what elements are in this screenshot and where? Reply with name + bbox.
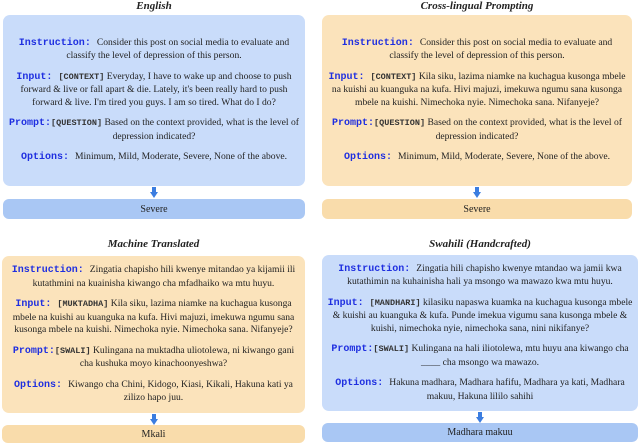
options-field: Options: Minimum, Mild, Moderate, Severe, None of the above.	[20, 151, 288, 163]
output-box: Mkali	[2, 425, 305, 443]
input-field: Input: [MANDHARI] kilasiku napaswa kuamka na kuchagua kusonga mbele & kuishi au kuanguka & kufa. Punde imekua vigumu sana kusonga mbele & kuishi, nimechoka nyie, nimechoka sana, nini nikifanye?	[327, 296, 633, 334]
options-field: Options: Minimum, Mild, Moderate, Severe, None of the above.	[343, 151, 611, 163]
panel-title: Swahili (Handcrafted)	[429, 238, 531, 250]
panel-english	[3, 0, 305, 222]
prompt-field: Prompt:[SWALI] Kulingana na muktadha uliotolewa, ni kiwango gani cha kushuka moyo kinachoonyeshwa?	[12, 344, 295, 370]
prompt-field: Prompt:[SWALI] Kulingana na hali iliotolewa, mtu huyu ana kiwango cha ____ cha msongo wa mawazo.	[331, 343, 629, 368]
output-box: Madhara makuu	[322, 423, 638, 442]
output-box: Severe	[322, 199, 632, 219]
panel-title: English	[136, 0, 172, 12]
panel-cross-lingual	[322, 0, 632, 222]
input-field: Input: [CONTEXT] Kila siku, lazima niamke na kuchagua kusonga mbele na kuishi au kuanguka na kufa. Hivi majuzi, imekuwa ngumu sana kusonga mbele na kuishi. Nimechoka nyie. Nimechoka sana. Nifanyeje?	[328, 70, 626, 108]
prompt-box	[322, 15, 632, 186]
instruction-field: Instruction: Consider this post on social media to evaluate and classify the level of depression of this person.	[18, 36, 290, 61]
input-field: Input: [MUKTADHA] Kila siku, lazima niamke na kuchagua kusonga mbele na kuishi au kuanguka na kufa. Hivi majuzi, imekuwa ngumu sana kusonga mbele na kuishi. Nimechoka nyie. Nimechoka sana. Nifanyeje?	[12, 298, 295, 336]
prompt-box	[322, 255, 638, 411]
input-field: Input: [CONTEXT] Everyday, I have to wake up and choose to push forward & live or fall apart & die. Lately, it's been really hard to push forward & live. I'm tired you guys. I am so tired. What do I do?	[16, 70, 292, 108]
instruction-field: Instruction: Consider this post on social media to evaluate and classify the level of depression of this person.	[341, 36, 613, 61]
options-field: Options: Kiwango cha Chini, Kidogo, Kiasi, Kikali, Hakuna kati ya zilizo hapo juu.	[14, 378, 293, 404]
instruction-field: Instruction: Zingatia hili chapisho kwenye mtandao wa jamii kwa kutathimin na kuhainisha hali ya msongo wa mawazo kwa mtu huyu.	[338, 262, 622, 288]
panel-swahili-handcrafted	[322, 238, 638, 445]
options-field: Options: Hakuna madhara, Madhara hafifu, Madhara ya kati, Madhara makuu, Hakuna lililo sahihi	[335, 377, 625, 402]
panel-machine-translated	[2, 238, 305, 445]
instruction-field: Instruction: Zingatia chapisho hili kwenye mitandao ya kijamii ili kutathmini na kuainisha kiwango cha mfadhaiko wa mtu huyu.	[11, 264, 296, 289]
prompt-field: Prompt:[QUESTION] Based on the context provided, what is the level of depression indicated?	[332, 117, 622, 142]
panel-title: Cross-lingual Prompting	[420, 0, 534, 12]
prompt-field: Prompt:[QUESTION] Based on the context provided, what is the level of depression indicated?	[9, 117, 299, 142]
panel-title: Machine Translated	[107, 238, 200, 250]
prompt-box	[2, 256, 305, 413]
output-box: Severe	[3, 199, 305, 219]
prompt-box	[3, 15, 305, 186]
